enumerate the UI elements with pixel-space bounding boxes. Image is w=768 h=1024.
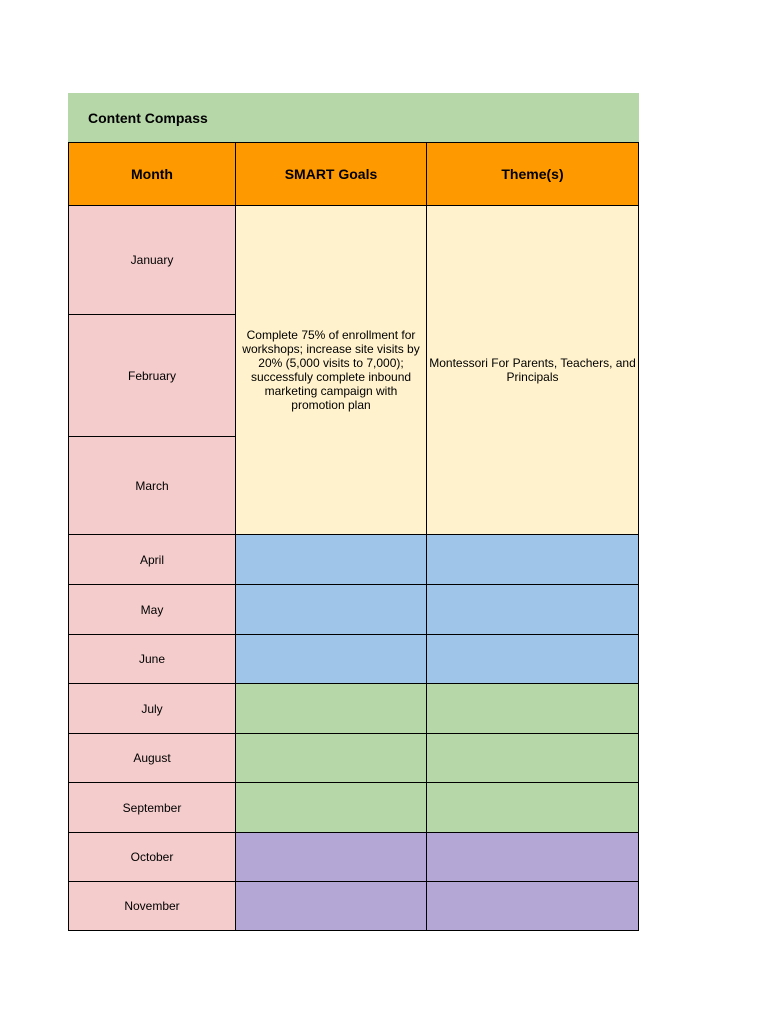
smart-goals-cell-june[interactable] <box>236 635 427 684</box>
themes-cell-september[interactable] <box>427 783 639 833</box>
smart-goals-cell-september[interactable] <box>236 783 427 833</box>
header-themes[interactable]: Theme(s) <box>427 143 639 206</box>
q1-themes-cell[interactable]: Montessori For Parents, Teachers, and Principals <box>427 206 639 535</box>
table-row <box>69 585 639 635</box>
month-cell-may[interactable]: May <box>69 585 236 635</box>
themes-cell-may[interactable] <box>427 585 639 635</box>
month-cell-march[interactable]: March <box>69 437 236 535</box>
month-cell-october[interactable]: October <box>69 833 236 882</box>
smart-goals-cell-october[interactable] <box>236 833 427 882</box>
month-cell-january[interactable]: January <box>69 206 236 315</box>
month-cell-november[interactable]: November <box>69 882 236 931</box>
header-smart-goals[interactable]: SMART Goals <box>236 143 427 206</box>
table-row <box>69 882 639 931</box>
month-cell-august[interactable]: August <box>69 734 236 783</box>
content-compass-sheet <box>68 93 639 931</box>
themes-cell-april[interactable] <box>427 535 639 585</box>
themes-cell-june[interactable] <box>427 635 639 684</box>
month-cell-february[interactable]: February <box>69 315 236 437</box>
table-row <box>69 535 639 585</box>
month-cell-july[interactable]: July <box>69 684 236 734</box>
table-row <box>69 833 639 882</box>
table-row <box>69 734 639 783</box>
month-cell-september[interactable]: September <box>69 783 236 833</box>
content-compass-table <box>68 142 639 931</box>
table-row <box>69 206 639 315</box>
table-row <box>69 684 639 734</box>
themes-cell-july[interactable] <box>427 684 639 734</box>
header-month[interactable]: Month <box>69 143 236 206</box>
table-row <box>69 635 639 684</box>
themes-cell-october[interactable] <box>427 833 639 882</box>
sheet-title <box>68 93 639 142</box>
smart-goals-cell-november[interactable] <box>236 882 427 931</box>
smart-goals-cell-may[interactable] <box>236 585 427 635</box>
header-row <box>69 143 639 206</box>
smart-goals-cell-july[interactable] <box>236 684 427 734</box>
smart-goals-cell-august[interactable] <box>236 734 427 783</box>
month-cell-april[interactable]: April <box>69 535 236 585</box>
smart-goals-cell-april[interactable] <box>236 535 427 585</box>
sheet-title-text: Content Compass <box>88 109 208 126</box>
table-row <box>69 783 639 833</box>
themes-cell-august[interactable] <box>427 734 639 783</box>
month-cell-june[interactable]: June <box>69 635 236 684</box>
q1-smart-goals-cell[interactable]: Complete 75% of enrollment for workshops; increase site visits by 20% (5,000 visits to 7,000); successfuly complete inbound marketing campaign with promotion plan <box>236 206 427 535</box>
themes-cell-november[interactable] <box>427 882 639 931</box>
